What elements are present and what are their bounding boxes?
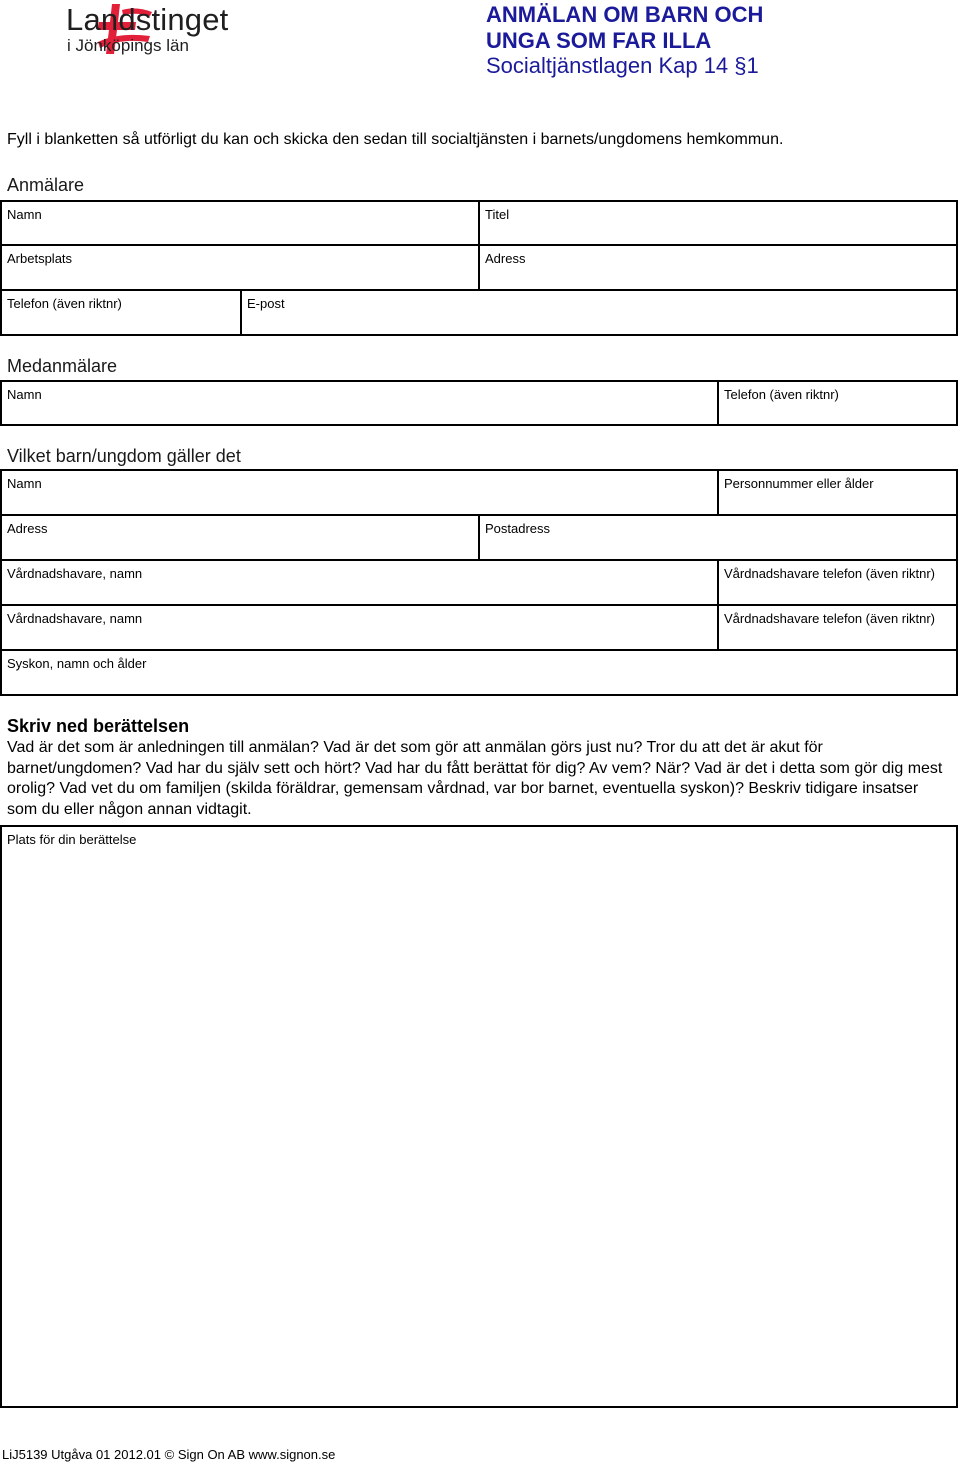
co-reporter-name-field[interactable] (0, 380, 719, 426)
form-title-line2: UNGA SOM FAR ILLA (486, 28, 712, 53)
child-id-or-age-label: Personnummer eller ålder (724, 476, 874, 491)
intro-text: Fyll i blanketten så utförligt du kan och skicka den sedan till socialtjänsten i barnets/ungdomens hemkommun. (7, 131, 784, 148)
logo-subtitle: i Jönköpings län (67, 36, 189, 55)
reporter-workplace-label: Arbetsplats (7, 251, 73, 266)
reporter-title-field[interactable] (478, 200, 958, 246)
form-title-line1: ANMÄLAN OM BARN OCH (486, 2, 764, 27)
child-name-field[interactable] (0, 469, 719, 516)
form-law-reference: Socialtjänstlagen Kap 14 §1 (486, 53, 759, 78)
guardian2-phone-field[interactable] (717, 604, 958, 651)
child-address-label: Adress (7, 521, 48, 536)
story-field-label: Plats för din berättelse (7, 832, 137, 847)
story-textarea[interactable] (0, 825, 958, 1408)
child-address-field[interactable] (0, 514, 480, 561)
reporter-workplace-field[interactable] (0, 244, 480, 291)
co-reporter-phone-label: Telefon (även riktnr) (724, 387, 839, 402)
section-heading-child: Vilket barn/ungdom gäller det (7, 446, 241, 466)
reporter-phone-field[interactable] (0, 289, 242, 336)
reporter-address-field[interactable] (478, 244, 958, 291)
guardian1-phone-field[interactable] (717, 559, 958, 606)
child-id-or-age-field[interactable] (717, 469, 958, 516)
guardian2-phone-label: Vårdnadshavare telefon (även riktnr) (724, 611, 936, 626)
guardian1-name-field[interactable] (0, 559, 719, 606)
footer-form-id: LiJ5139 Utgåva 01 2012.01 © Sign On AB www.signon.se (2, 1447, 336, 1462)
reporter-email-label: E-post (247, 296, 285, 311)
siblings-label: Syskon, namn och ålder (7, 656, 147, 671)
guardian1-phone-label: Vårdnadshavare telefon (även riktnr) (724, 566, 936, 581)
reporter-email-field[interactable] (240, 289, 958, 336)
reporter-name-field[interactable] (0, 200, 480, 246)
child-name-label: Namn (7, 476, 42, 491)
reporter-phone-label: Telefon (även riktnr) (7, 296, 122, 311)
logo-name: Landstinget (66, 2, 229, 37)
reporter-name-label: Namn (7, 207, 42, 222)
guardian2-name-field[interactable] (0, 604, 719, 651)
co-reporter-name-label: Namn (7, 387, 42, 402)
story-instructions: Vad är det som är anledningen till anmälan? Vad är det som gör att anmälan görs just nu? Tror du att det är akut för barnet/ungdomen? Vad har du själv sett och hört? Vad har du fått berättat för dig? Av vem? När? Vad är det i detta som gör dig mest orolig? Vad vet du om familjen (skilda föräldrar, gemensam vårdnad, var bor barnet, eventuella syskon)? Beskriv tidigare insatser som du eller någon annan vidtagit. (7, 739, 943, 819)
section-heading-co-reporter: Medanmälare (7, 356, 118, 376)
section-heading-reporter: Anmälare (7, 175, 85, 195)
section-heading-story: Skriv ned berättelsen (7, 716, 190, 736)
reporter-address-label: Adress (485, 251, 526, 266)
guardian1-name-label: Vårdnadshavare, namn (7, 566, 143, 581)
guardian2-name-label: Vårdnadshavare, namn (7, 611, 143, 626)
co-reporter-phone-field[interactable] (717, 380, 958, 426)
reporter-title-label: Titel (485, 207, 510, 222)
child-postal-address-field[interactable] (478, 514, 958, 561)
child-postal-address-label: Postadress (485, 521, 551, 536)
siblings-field[interactable] (0, 649, 958, 696)
